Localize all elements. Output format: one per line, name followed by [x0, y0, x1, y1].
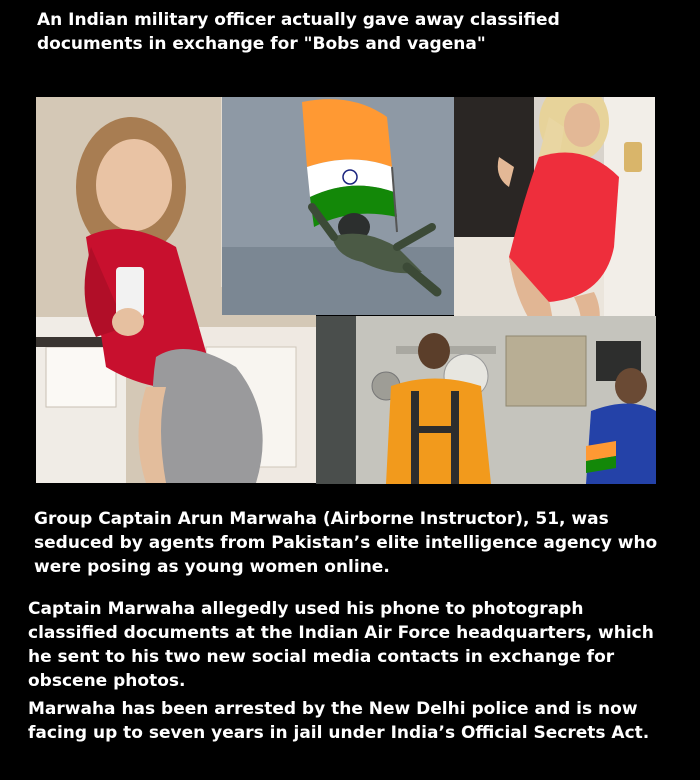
photo-woman-red-dress-art [454, 97, 655, 327]
photo-officer-aircraft [316, 316, 656, 484]
headline: An Indian military officer actually gave away classified documents in exchange for "Bobs and vagena" [37, 10, 560, 54]
photo-officer-aircraft-art [316, 316, 656, 484]
paragraph-3: Marwaha has been arrested by the New Delhi police and is now facing up to seven years in jail under India’s Official Secrets Act. [28, 699, 650, 743]
paragraph-1: Group Captain Arun Marwaha (Airborne Instructor), 51, was seduced by agents from Pakistan’s elite intelligence agency who were posing as young women online. [34, 509, 658, 577]
paragraph-2: Captain Marwaha allegedly used his phone to photograph classified documents at the Indian Air Force headquarters, which he sent to his two new social media contacts in exchange for obscene photos. [28, 599, 654, 691]
photo-skydiver-flag [222, 97, 454, 315]
photo-woman-red-dress [454, 97, 655, 327]
photo-skydiver-flag-art [222, 97, 454, 315]
